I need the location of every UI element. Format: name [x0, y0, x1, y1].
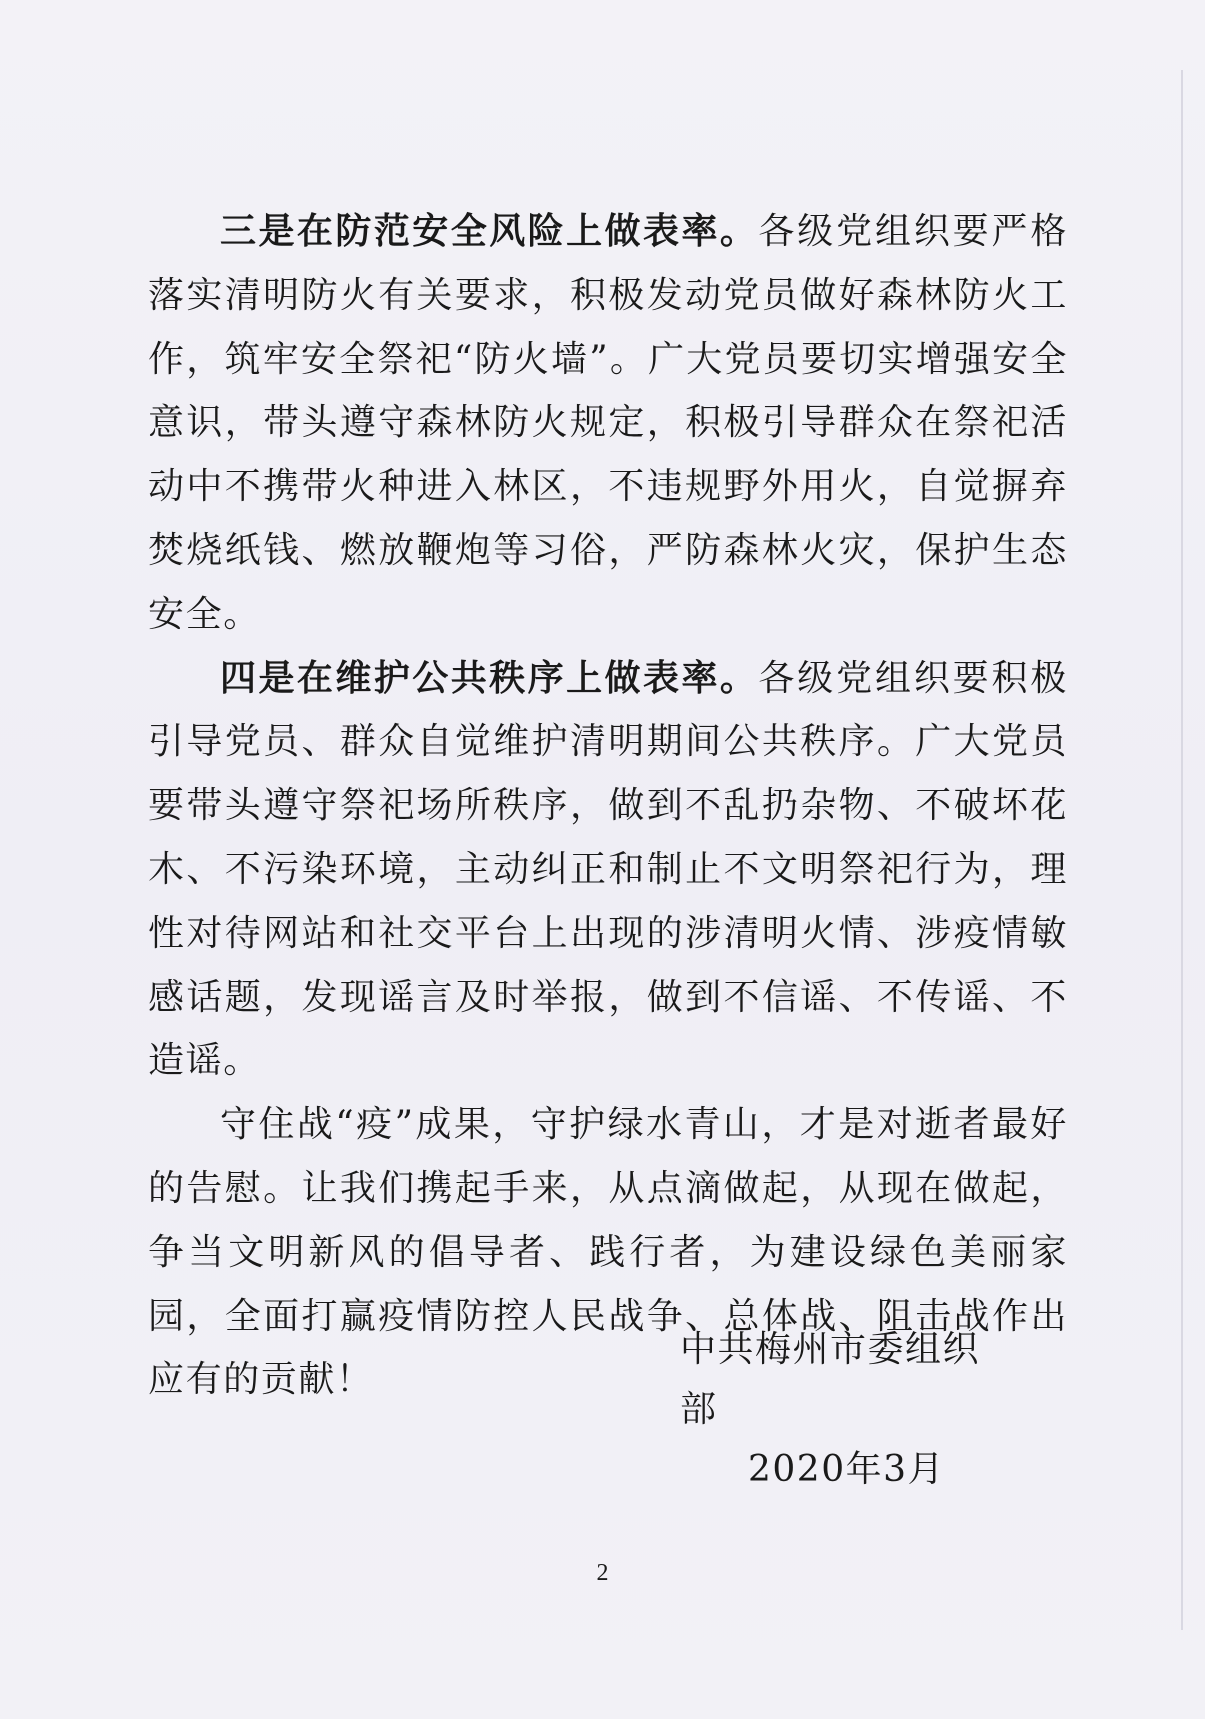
paragraph-lead: 三是在防范安全风险上做表率。 [220, 211, 759, 252]
signature-block [680, 1320, 1010, 1500]
paragraph-public-order [148, 647, 1068, 1094]
scan-edge-line [1181, 70, 1183, 1630]
paragraph-text: 各级党组织要积极引导党员、群众自觉维护清明期间公共秩序。广大党员要带头遵守祭祀场所秩序，做到不乱扔杂物、不破坏花木、不污染环境，主动纠正和制止不文明祭祀行为，理性对待网站和社交平台上出现的涉清明火情、涉疫情敏感话题，发现谣言及时举报，做到不信谣、不传谣、不造谣。 [148, 657, 1068, 1082]
signature-date: 2020年3月 [748, 1449, 946, 1490]
paragraph-fire-safety [148, 200, 1068, 647]
paragraph-text: 各级党组织要严格落实清明防火有关要求，积极发动党员做好森林防火工作，筑牢安全祭祀“防火墙”。广大党员要切实增强安全意识，带头遵守森林防火规定，积极引导群众在祭祀活动中不携带火种进入林区，不违规野外用火，自觉摒弃焚烧纸钱、燃放鞭炮等习俗，严防森林火灾，保护生态安全。 [148, 211, 1068, 635]
paragraph-lead: 四是在维护公共秩序上做表率。 [220, 657, 759, 699]
document-body [148, 200, 1068, 1412]
paragraph-text: 守住战“疫”成果，守护绿水青山，才是对逝者最好的告慰。让我们携起手来，从点滴做起，从现在做起，争当文明新风的倡导者、践行者，为建设绿色美丽家园，全面打赢疫情防控人民战争、总体战、阻击战作出应有的贡献！ [148, 1104, 1068, 1401]
page-number: 2 [596, 1560, 609, 1586]
signature-organization: 中共梅州市委组织部 [680, 1329, 981, 1430]
